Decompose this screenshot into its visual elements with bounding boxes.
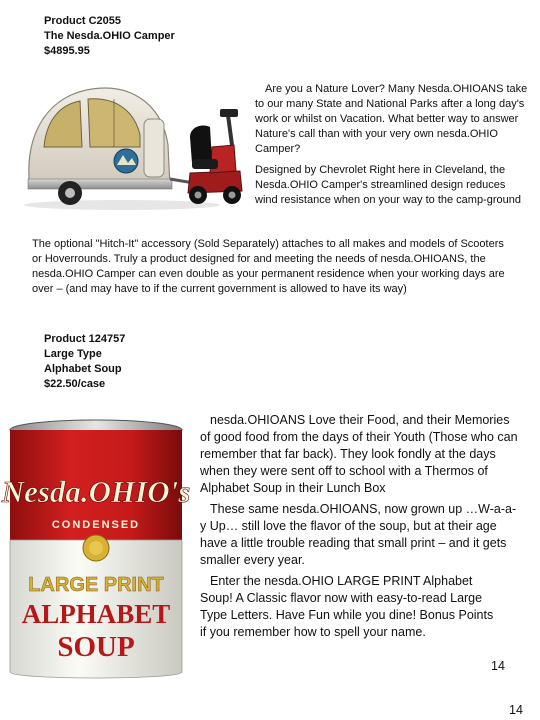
can-alphabet: ALPHABET	[21, 599, 171, 629]
product1-code: Product C2055	[44, 15, 122, 27]
can-large-print: LARGE PRINT	[28, 574, 164, 596]
can-soup: SOUP	[57, 631, 135, 663]
soup-paragraph-2: These same nesda.OHIOANS, now grown up …W-a-a-y Up… still love the flavor of the soup, but at their age have a little trouble reading that small print – and it gets smaller every year.	[200, 502, 517, 567]
product2-code: Product 124757	[44, 333, 126, 345]
inline-page-number: 14	[491, 659, 505, 673]
camper-paragraph-3: The optional "Hitch-It" accessory (Sold Separately) attaches to all makes and models of Scooters or Hoverrounds. Truly a product designed for and meeting the needs of nesda.OHIOANS, the nesda.OHIO Camper can even double as your permanent residence when your working days are over – (and may have to if the current government is allowed to have its way)	[32, 238, 505, 295]
soup-can-image	[0, 410, 196, 682]
camper-description	[255, 82, 530, 208]
soup-paragraph-1: nesda.OHIOANS Love their Food, and their Memories of good food from the days of their Youth (Those who can remember that far back). They look fondly at the days when they were sent off to school with a Thermos of Alphabet Soup in their Lunch Box	[200, 413, 518, 495]
product1-heading	[44, 14, 175, 59]
product2-line1: Large Type	[44, 348, 102, 360]
can-brand: Nesda.OHIO's	[1, 474, 191, 509]
can-condensed: CONDENSED	[51, 519, 141, 531]
camper-scooter-image	[22, 75, 248, 213]
soup-paragraph-3: Enter the nesda.OHIO LARGE PRINT Alphabet Soup! A Classic flavor now with easy-to-read Large Type Letters. Have Fun while you dine! Bonus Points if you remember how to spell your name.	[200, 574, 494, 639]
product1-price: $4895.95	[44, 45, 90, 57]
product2-price: $22.50/case	[44, 378, 106, 390]
product2-heading	[44, 332, 125, 392]
camper-paragraph-1: Are you a Nature Lover? Many Nesda.OHIOANS take to our many State and National Parks after a long day's work or whilst on Vacation. What better way to answer Nature's call than with your very own nesda.OHIO Camper?	[255, 83, 528, 155]
camper-paragraph-2: Designed by Chevrolet Right here in Cleveland, the Nesda.OHIO Camper's streamlined design reduces wind resistance when on your way to the camp-ground	[255, 164, 521, 206]
product2-line2: Alphabet Soup	[44, 363, 122, 375]
soup-description	[200, 412, 522, 641]
page-number: 14	[509, 703, 523, 717]
camper-hitch-paragraph	[32, 237, 506, 297]
product1-name: The Nesda.OHIO Camper	[44, 30, 175, 42]
